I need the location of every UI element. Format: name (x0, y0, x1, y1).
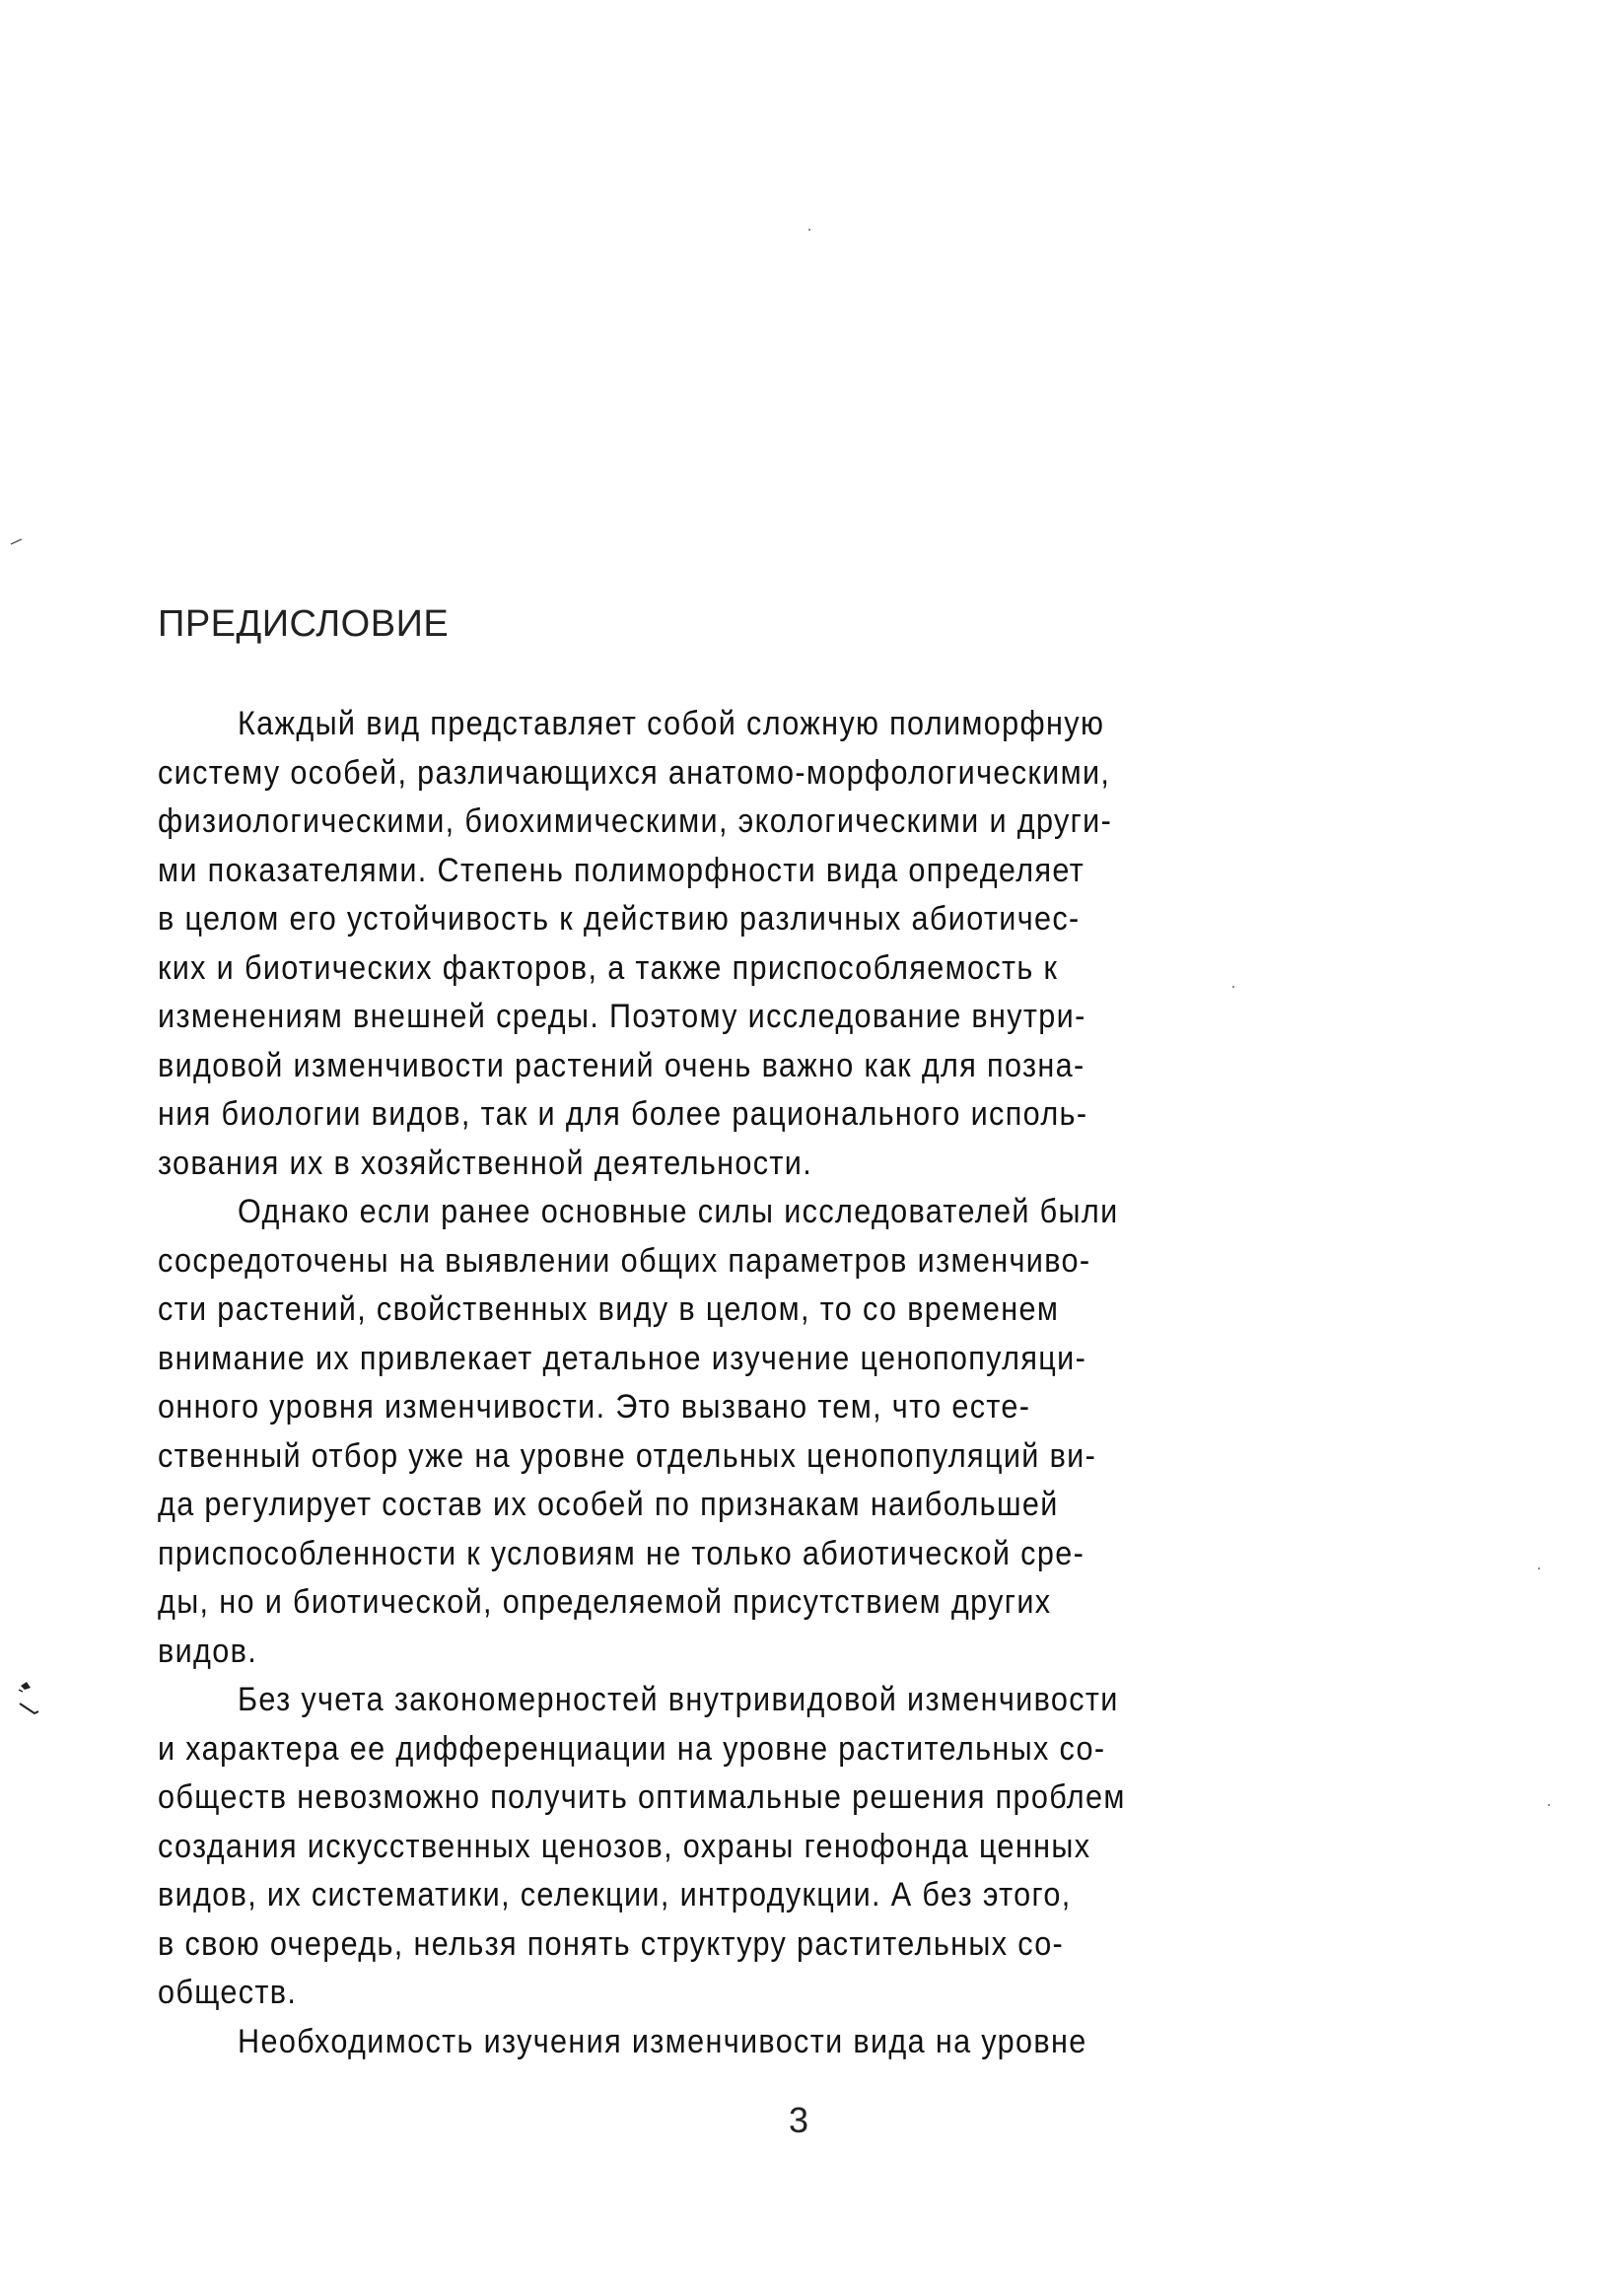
text-line: физиологическими, биохимическими, экологическими и други- (158, 802, 1113, 840)
paragraph-first-line: Каждый вид представляет собой сложную полиморфную (238, 705, 1105, 742)
text-line: сти растений, свойственных виду в целом, то со временем (158, 1290, 1060, 1328)
text-line: зования их в хозяйственной деятельности. (158, 1144, 813, 1182)
text-line: ды, но и биотической, определяемой присутствием других (158, 1583, 1052, 1621)
text-line: и характера ее дифференциации на уровне растительных со- (158, 1729, 1106, 1768)
text-line: в целом его устойчивость к действию различных абиотичес- (158, 900, 1081, 938)
scan-speck (1538, 1567, 1540, 1569)
text-line: внимание их привлекает детальное изучение ценопопуляци- (158, 1339, 1087, 1377)
text-line: онного уровня изменчивости. Это вызвано тем, что есте- (158, 1388, 1031, 1426)
text-line: ких и биотических факторов, а также приспособляемость к (158, 948, 1059, 987)
text-line: сосредоточены на выявлении общих параметров изменчиво- (158, 1241, 1091, 1280)
text-line: обществ. (158, 1974, 298, 2011)
paragraph-first-line: Без учета закономерностей внутривидовой изменчивости (238, 1681, 1119, 1718)
paragraph-first-line: Необходимость изучения изменчивости вида на уровне (238, 2022, 1087, 2060)
text-line: изменениям внешней среды. Поэтому исследование внутри- (158, 998, 1086, 1035)
text-line: видов. (158, 1632, 258, 1670)
text-line: ственный отбор уже на уровне отдельных ценопопуляций ви- (158, 1436, 1097, 1475)
text-line: видовой изменчивости растений очень важно как для позна- (158, 1046, 1085, 1084)
text-line: создания искусственных ценозов, охраны генофонда ценных (158, 1827, 1091, 1865)
paragraph-first-line: Однако если ранее основные силы исследователей были (238, 1193, 1119, 1230)
text-line: обществ невозможно получить оптимальные решения проблем (158, 1778, 1126, 1816)
scan-speck (1548, 1804, 1550, 1806)
text-line: видов, их систематики, селекции, интродукции. А без этого, (158, 1876, 1072, 1913)
text-line: приспособленности к условиям не только абиотической сре- (158, 1534, 1085, 1572)
text-line: ми показателями. Степень полиморфности вида определяет (158, 851, 1085, 889)
scan-artifact-mark (15, 1676, 44, 1720)
section-heading: ПРЕДИСЛОВИЕ (158, 603, 450, 645)
text-line: систему особей, различающихся анатомо-морфологическими, (158, 753, 1111, 792)
text-line: да регулирует состав их особей по признакам наибольшей (158, 1486, 1059, 1523)
scan-speck (808, 229, 810, 231)
scan-speck (1232, 986, 1234, 988)
body-text (158, 700, 1499, 2066)
text-line: ния биологии видов, так и для более рационального исполь- (158, 1095, 1088, 1133)
scan-artifact-mark (10, 537, 24, 545)
text-line: в свою очередь, нельзя понять структуру растительных со- (158, 1924, 1065, 1963)
page-number: 3 (789, 2100, 809, 2140)
